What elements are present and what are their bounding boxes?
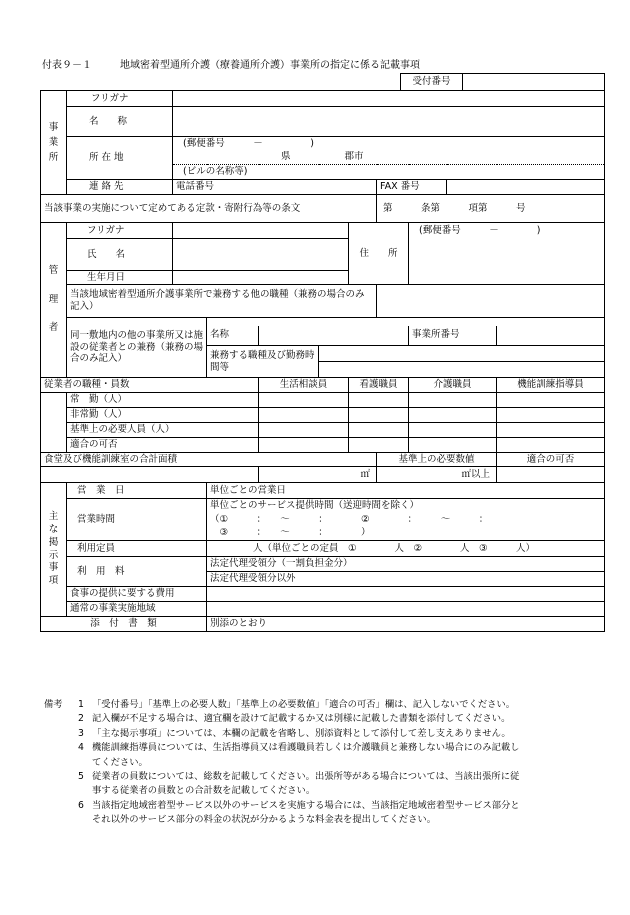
manager-name-field[interactable]	[173, 239, 349, 271]
manager-office-no-field[interactable]	[497, 326, 605, 346]
area-unit: ㎡	[360, 468, 370, 480]
main-meal-label: 食事の提供に要する費用	[67, 587, 207, 602]
note-item: 6 当該指定地域密着型サービス以外のサービスを実施する場合には、当該指定地域密着型サービス部分と	[78, 799, 520, 811]
area-required-unit: ㎡以上	[461, 468, 490, 480]
staff-row-fulltime: 常 勤（人）	[67, 393, 259, 408]
form-title	[42, 56, 420, 71]
manager-section-label: 管 理 者	[41, 223, 67, 378]
staff-row-fit: 適合の可否	[67, 438, 259, 453]
manager-furigana-field[interactable]	[173, 223, 349, 239]
manager-office-no-label: 事業所番号	[409, 326, 497, 346]
staff-header: 従業者の職種・員数	[41, 378, 259, 393]
area-fit-field[interactable]	[497, 467, 605, 483]
main-fee-line1[interactable]: 法定代理受領分（一割負担金分）	[207, 557, 605, 572]
area-label: 食堂及び機能訓練室の合計面積	[41, 453, 259, 467]
form-number: 付表９－１	[42, 60, 92, 71]
main-fee-label: 利 用 料	[67, 557, 207, 587]
area-required-field[interactable]	[377, 467, 497, 483]
bylaws-clause[interactable]: 第 条第 項第 号	[377, 195, 605, 223]
office-building: (ビルの名称等)	[173, 165, 605, 180]
office-section-label: 事 業 所	[41, 91, 67, 195]
office-fax-label: FAX 番号	[377, 180, 447, 195]
notes: 備考 1 「受付番号」「基準上の必要人数」「基準上の必要数値」「適合の可否」欄は、記入しないでください。 2 記入欄が不足する場合は、適宜欄を設けて記載するか又は別様に記載した書類を添付してください。 3 「主な掲示事項」については、本欄の記載を省略し、別添資料として添付して差し支えありません。 4 機能訓練指導員については、生活指導員又は看護職員若しくは介護職員と兼務しない場合にのみ記載し てください。 5 従業者の員数については、総数を記載してください。出張所等がある場合については、当該出張所に従 事する従業者の員数との合計数を記載してください。 6 当該指定地域密着型サービス以外のサービスを実施する場合には、当該指定地域密着型サービス部分と それ以外のサービス部分の料金の状況が分かるような料金表を提出してください。	[44, 698, 604, 828]
office-phone-label: 電話番号	[173, 180, 377, 195]
main-capacity-field[interactable]: 人（単位ごとの定員 ① 人 ② 人 ③ 人）	[207, 541, 605, 557]
office-address-field[interactable]	[173, 151, 605, 165]
main-area-label: 通常の事業実施地域	[67, 602, 207, 617]
main-days-label: 営 業 日	[67, 483, 207, 499]
office-city: 郡市	[344, 151, 364, 163]
receipt-box	[400, 73, 605, 91]
note-item: 2 記入欄が不足する場合は、適宜欄を設けて記載するか又は別様に記載した書類を添付してください。	[78, 713, 511, 725]
note-item: 5 従業者の員数については、総数を記載してください。出張所等がある場合については、当該出張所に従	[78, 771, 520, 783]
office-contact-label: 連 絡 先	[67, 180, 173, 195]
staff-row-required: 基準上の必要人員（人）	[67, 423, 259, 438]
receipt-label: 受付番号	[401, 74, 463, 91]
office-furigana-field[interactable]	[173, 91, 605, 107]
manager-other-name-field[interactable]	[259, 326, 409, 346]
main-hours-label: 営業時間	[67, 499, 207, 541]
office-fax-field[interactable]	[447, 180, 605, 195]
staff-role-trainer: 機能訓練指導員	[497, 378, 605, 393]
receipt-field[interactable]	[463, 74, 605, 91]
notes-head: 備考	[44, 699, 63, 710]
manager-birth-field[interactable]	[173, 271, 349, 285]
form-title-text: 地域密着型通所介護（療養通所介護）事業所の指定に係る記載事項	[120, 60, 420, 71]
manager-job-field[interactable]	[319, 346, 605, 362]
manager-job-hours-label: 兼務する職種及び勤務時間等	[207, 346, 319, 378]
main-section-label: 主 な 掲 示 事 項	[41, 483, 67, 617]
manager-other-name-label: 名称	[207, 326, 259, 346]
main-hours-header: 単位ごとのサービス提供時間（送迎時間を除く）	[207, 499, 605, 513]
main-meal-field[interactable]	[207, 587, 605, 602]
staff-row-parttime: 非常勤（人）	[67, 408, 259, 423]
office-postal: (郵便番号 － )	[173, 137, 605, 151]
application-table	[40, 90, 605, 632]
manager-birth-label: 生年月日	[67, 271, 173, 285]
manager-concurrent-field[interactable]	[377, 285, 605, 318]
staff-role-care: 介護職員	[409, 378, 497, 393]
staff-role-counselor: 生活相談員	[259, 378, 349, 393]
office-name-field[interactable]	[173, 107, 605, 137]
note-item: 3 「主な掲示事項」については、本欄の記載を省略し、別添資料として添付して差し支えありません。	[78, 727, 511, 739]
area-fit-label: 適合の可否	[497, 453, 605, 467]
office-furigana-label: フリガナ	[67, 91, 173, 107]
manager-address-label: 住 所	[349, 223, 409, 285]
main-fee-line2[interactable]: 法定代理受領分以外	[207, 572, 605, 587]
area-value-field[interactable]	[259, 467, 377, 483]
attach-label: 添 付 書 類	[41, 617, 207, 632]
note-item: 備考 1 「受付番号」「基準上の必要人数」「基準上の必要数値」「適合の可否」欄は、記入しないでください。	[44, 698, 604, 712]
main-capacity-label: 利用定員	[67, 541, 207, 557]
office-name-label: 名 称	[67, 107, 173, 137]
bylaws-label: 当該事業の実施について定めてある定款・寄附行為等の条文	[41, 195, 377, 223]
main-days-field[interactable]: 単位ごとの営業日	[207, 483, 605, 499]
manager-name-label: 氏 名	[67, 239, 173, 271]
main-hours-line2[interactable]: ③ ： ～ ： ）	[207, 527, 605, 541]
manager-postal[interactable]: (郵便番号 － )	[409, 223, 605, 285]
main-hours-line1[interactable]: （① ： ～ ： ② ： ～ ：	[207, 513, 605, 527]
manager-other-label: 同一敷地内の他の事業所又は施設の従業者との兼務（兼務の場合のみ記入）	[67, 318, 207, 378]
main-area-field[interactable]	[207, 602, 605, 617]
manager-concurrent-label: 当該地域密着型通所介護事業所で兼務する他の職種（兼務の場合のみ記入）	[67, 285, 377, 318]
manager-hours-field[interactable]	[319, 362, 605, 378]
attach-value: 別添のとおり	[207, 617, 605, 632]
note-item: 4 機能訓練指導員については、生活指導員又は看護職員若しくは介護職員と兼務しない場合にのみ記載し	[78, 742, 520, 754]
office-address-label: 所 在 地	[67, 137, 173, 180]
staff-role-nurse: 看護職員	[349, 378, 409, 393]
manager-furigana-label: フリガナ	[67, 223, 173, 239]
office-pref: 県	[281, 151, 291, 163]
area-required-label: 基準上の必要数値	[377, 453, 497, 467]
